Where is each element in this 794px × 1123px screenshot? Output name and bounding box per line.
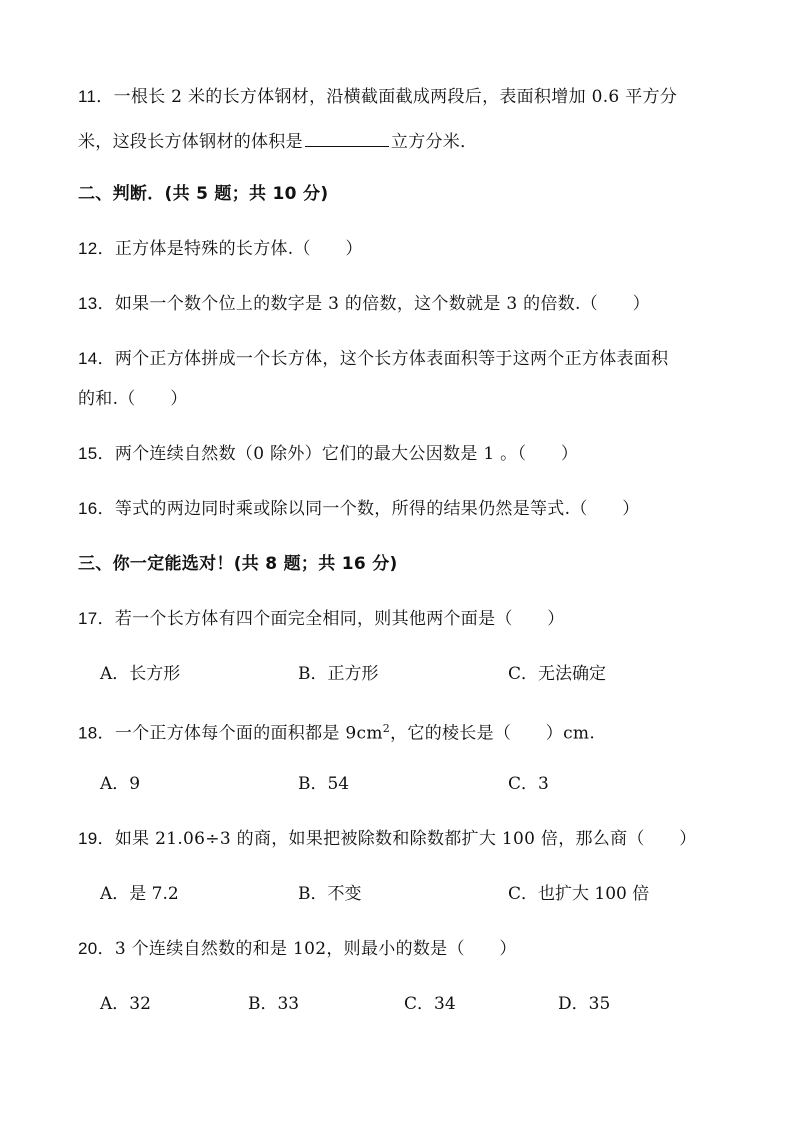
question-number: 17．: [78, 609, 115, 628]
question-number: 15．: [78, 444, 115, 463]
option-a[interactable]: A．9: [100, 774, 141, 794]
question-17: [78, 607, 565, 631]
option-b[interactable]: B．不变: [298, 884, 362, 904]
question-number: 20．: [78, 939, 115, 958]
superscript: 2: [382, 722, 391, 735]
question-number: 12．: [78, 239, 115, 258]
option-c[interactable]: C．34: [404, 994, 456, 1014]
question-text: ，它的棱长是（ ）cm.: [390, 723, 596, 744]
question-20: [78, 937, 517, 961]
question-text: 如果 21.06÷3 的商，如果把被除数和除数都扩大 100 倍，那么商（ ）: [114, 829, 697, 849]
question-11-line1: [78, 85, 677, 109]
option-c[interactable]: C．也扩大 100 倍: [508, 884, 650, 904]
question-text: 一个正方体每个面的面积都是 9cm: [114, 723, 383, 744]
question-text: 3 个连续自然数的和是 102，则最小的数是（ ）: [114, 939, 517, 959]
question-18: [78, 717, 595, 746]
question-text: 正方体是特殊的长方体.（ ）: [114, 239, 363, 259]
question-11-line2: [78, 128, 477, 154]
question-number: 14．: [78, 349, 115, 368]
option-c[interactable]: C．无法确定: [508, 664, 607, 684]
question-text: 若一个长方体有四个面完全相同，则其他两个面是（ ）: [114, 609, 565, 629]
option-c[interactable]: C．3: [508, 774, 549, 794]
question-14-line1: [78, 347, 668, 371]
section-heading-choice: 三、你一定能选对！(共 8 题；共 16 分): [78, 554, 398, 574]
question-number: 13．: [78, 294, 115, 313]
question-number: 19．: [78, 829, 115, 848]
question-number: 16．: [78, 499, 115, 518]
question-text: 两个连续自然数（0 除外）它们的最大公因数是 1 。（ ）: [114, 444, 579, 464]
option-a[interactable]: A．是 7.2: [100, 884, 179, 904]
question-number: 18．: [78, 723, 115, 743]
option-b[interactable]: B．54: [298, 774, 350, 794]
question-number: 11．: [78, 87, 114, 106]
question-19: [78, 827, 697, 851]
question-text: 如果一个数个位上的数字是 3 的倍数，这个数就是 3 的倍数.（ ）: [114, 294, 650, 314]
option-b[interactable]: B．正方形: [298, 664, 379, 684]
option-a[interactable]: A．长方形: [100, 664, 181, 684]
question-text: 一根长 2 米的长方体钢材，沿横截面截成两段后，表面积增加 0.6 平方分: [113, 87, 678, 107]
question-15: [78, 442, 578, 466]
option-d[interactable]: D．35: [558, 994, 611, 1014]
option-b[interactable]: B．33: [248, 994, 300, 1014]
option-a[interactable]: A．32: [100, 994, 151, 1014]
answer-blank[interactable]: [305, 128, 389, 147]
question-13: [78, 292, 650, 316]
question-16: [78, 497, 640, 521]
question-text: 立方分米．: [390, 132, 478, 152]
section-heading-judgment: 二、判断．(共 5 题；共 10 分): [78, 184, 329, 204]
question-12: [78, 237, 363, 261]
question-text: 米，这段长方体钢材的体积是: [78, 132, 303, 152]
question-14-line2: 的和.（ ）: [78, 389, 188, 409]
question-text: 等式的两边同时乘或除以同一个数，所得的结果仍然是等式.（ ）: [114, 499, 640, 519]
question-text: 两个正方体拼成一个长方体，这个长方体表面积等于这两个正方体表面积: [114, 349, 669, 369]
